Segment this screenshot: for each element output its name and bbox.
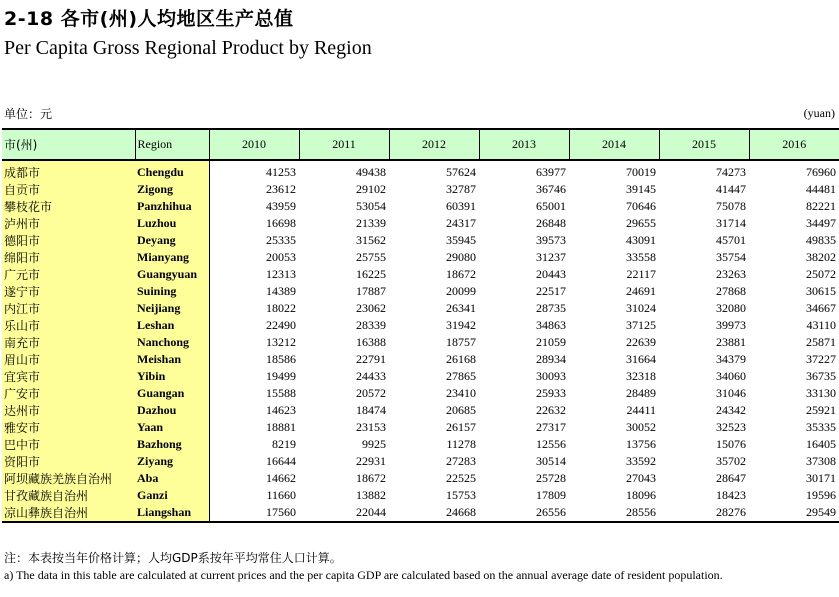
city-cell: 达州市 [2,402,135,419]
value-cell: 18586 [266,352,296,366]
value-cell: 37125 [626,318,656,332]
value-cell: 27043 [626,471,656,485]
table-row [2,402,839,419]
unit-label-en: (yuan) [803,106,835,120]
city-cell: 乐山市 [2,317,135,334]
value-cell: 22639 [626,335,656,349]
city-cell: 绵阳市 [2,249,135,266]
value-cell: 22117 [626,267,656,281]
value-cell: 70646 [626,199,656,213]
value-cell: 25335 [266,233,296,247]
value-cell: 33592 [626,454,656,468]
value-cell: 16388 [356,335,386,349]
value-cell: 20053 [266,250,296,264]
region-cell: Ziyang [135,453,209,470]
header-year: 2012 [389,129,479,160]
value-cell: 82221 [806,199,836,213]
value-cell: 49438 [356,165,386,179]
value-cell: 25072 [806,267,836,281]
value-cell: 32523 [716,420,746,434]
value-cell: 34667 [806,301,836,315]
value-cell: 30052 [626,420,656,434]
value-cell: 44481 [806,182,836,196]
value-cell: 70019 [626,165,656,179]
value-cell: 24411 [626,403,656,417]
region-cell: Guangyuan [135,266,209,283]
value-cell: 23410 [446,386,476,400]
value-cell: 9925 [362,437,386,451]
value-cell: 34863 [536,318,566,332]
region-cell: Leshan [135,317,209,334]
region-cell: Yibin [135,368,209,385]
value-cell: 30615 [806,284,836,298]
table-row [2,368,839,385]
value-cell: 33130 [806,386,836,400]
value-cell: 27865 [446,369,476,383]
header-year: 2011 [299,129,389,160]
region-cell: Panzhihua [135,198,209,215]
table-row [2,470,839,487]
value-cell: 23612 [266,182,296,196]
value-cell: 25755 [356,250,386,264]
table-row [2,249,839,266]
value-cell: 36746 [536,182,566,196]
value-cell: 32080 [716,301,746,315]
table-row [2,351,839,368]
city-cell: 泸州市 [2,215,135,232]
value-cell: 20443 [536,267,566,281]
value-cell: 35945 [446,233,476,247]
data-table [2,128,839,523]
value-cell: 18423 [716,488,746,502]
value-cell: 31024 [626,301,656,315]
value-cell: 16405 [806,437,836,451]
header-year: 2010 [209,129,299,160]
value-cell: 43110 [806,318,836,332]
table-row [2,487,839,504]
region-cell: Yaan [135,419,209,436]
region-cell: Aba [135,470,209,487]
value-cell: 12313 [266,267,296,281]
value-cell: 15753 [446,488,476,502]
value-cell: 18022 [266,301,296,315]
value-cell: 45701 [716,233,746,247]
table-row [2,334,839,351]
value-cell: 43091 [626,233,656,247]
value-cell: 14662 [266,471,296,485]
value-cell: 41447 [716,182,746,196]
value-cell: 31046 [716,386,746,400]
table-header [2,129,839,160]
table-row [2,317,839,334]
value-cell: 19596 [806,488,836,502]
table-row [2,283,839,300]
city-cell: 攀枝花市 [2,198,135,215]
value-cell: 29080 [446,250,476,264]
footnote-cn: 注：本表按当年价格计算；人均GDP系按年平均常住人口计算。 [4,551,342,565]
table-row [2,385,839,402]
table-row [2,215,839,232]
table-row [2,160,839,181]
value-cell: 57624 [446,165,476,179]
city-cell: 甘孜藏族自治州 [2,487,135,504]
region-cell: Deyang [135,232,209,249]
value-cell: 22791 [356,352,386,366]
value-cell: 22044 [299,504,389,522]
value-cell: 34060 [716,369,746,383]
city-cell: 眉山市 [2,351,135,368]
value-cell: 25871 [806,335,836,349]
value-cell: 30171 [806,471,836,485]
value-cell: 24691 [626,284,656,298]
value-cell: 31714 [716,216,746,230]
unit-label-cn: 单位：元 [4,107,53,121]
value-cell: 32318 [626,369,656,383]
region-cell: Zigong [135,181,209,198]
footnote-en: a) The data in this table are calculated at current prices and the per capita GDP are calculated based on the annual average date of resident population. [4,568,723,582]
value-cell: 18672 [356,471,386,485]
value-cell: 34497 [806,216,836,230]
value-cell: 53054 [356,199,386,213]
header-year: 2014 [569,129,659,160]
header-year: 2016 [749,129,839,160]
value-cell: 30514 [536,454,566,468]
region-cell: Suining [135,283,209,300]
value-cell: 28276 [659,504,749,522]
city-cell: 遂宁市 [2,283,135,300]
value-cell: 25933 [536,386,566,400]
table-row [2,181,839,198]
value-cell: 17809 [536,488,566,502]
value-cell: 16225 [356,267,386,281]
value-cell: 37227 [806,352,836,366]
value-cell: 29549 [749,504,839,522]
value-cell: 26556 [479,504,569,522]
value-cell: 39973 [716,318,746,332]
city-cell: 南充市 [2,334,135,351]
region-cell: Ganzi [135,487,209,504]
value-cell: 12556 [536,437,566,451]
page-title-en: Per Capita Gross Regional Product by Region [4,37,372,59]
table-row [2,232,839,249]
value-cell: 74273 [716,165,746,179]
value-cell: 23062 [356,301,386,315]
value-cell: 28339 [356,318,386,332]
city-cell: 宜宾市 [2,368,135,385]
value-cell: 26168 [446,352,476,366]
value-cell: 35702 [716,454,746,468]
value-cell: 17887 [356,284,386,298]
value-cell: 25728 [536,471,566,485]
value-cell: 33558 [626,250,656,264]
value-cell: 27317 [536,420,566,434]
value-cell: 28489 [626,386,656,400]
value-cell: 18757 [446,335,476,349]
value-cell: 18096 [626,488,656,502]
value-cell: 26848 [536,216,566,230]
value-cell: 39145 [626,182,656,196]
value-cell: 31237 [536,250,566,264]
value-cell: 18474 [356,403,386,417]
value-cell: 15076 [716,437,746,451]
value-cell: 37308 [806,454,836,468]
value-cell: 23263 [716,267,746,281]
value-cell: 27283 [446,454,476,468]
header-row [2,129,839,160]
city-cell: 德阳市 [2,232,135,249]
value-cell: 15588 [266,386,296,400]
table-body [2,160,839,522]
value-cell: 18881 [266,420,296,434]
value-cell: 29102 [356,182,386,196]
value-cell: 29655 [626,216,656,230]
region-cell: Meishan [135,351,209,368]
value-cell: 24433 [356,369,386,383]
value-cell: 24317 [446,216,476,230]
value-cell: 28735 [536,301,566,315]
value-cell: 22931 [356,454,386,468]
region-cell: Neijiang [135,300,209,317]
value-cell: 60391 [446,199,476,213]
region-cell: Nanchong [135,334,209,351]
value-cell: 26341 [446,301,476,315]
table-row [2,300,839,317]
value-cell: 75078 [716,199,746,213]
value-cell: 38202 [806,250,836,264]
value-cell: 31664 [626,352,656,366]
value-cell: 22525 [446,471,476,485]
value-cell: 63977 [536,165,566,179]
city-cell: 自贡市 [2,181,135,198]
city-cell: 广元市 [2,266,135,283]
value-cell: 11278 [446,437,476,451]
value-cell: 22490 [266,318,296,332]
value-cell: 14389 [266,284,296,298]
region-cell: Liangshan [135,504,209,522]
region-cell: Dazhou [135,402,209,419]
region-cell: Bazhong [135,436,209,453]
header-year: 2013 [479,129,569,160]
value-cell: 41253 [266,165,296,179]
city-cell: 雅安市 [2,419,135,436]
value-cell: 8219 [272,437,296,451]
value-cell: 27868 [716,284,746,298]
value-cell: 18672 [446,267,476,281]
value-cell: 21059 [536,335,566,349]
value-cell: 19499 [266,369,296,383]
value-cell: 35335 [806,420,836,434]
value-cell: 31562 [356,233,386,247]
header-city: 市(州) [2,129,135,160]
value-cell: 20099 [446,284,476,298]
table-row [2,504,839,522]
value-cell: 36735 [806,369,836,383]
value-cell: 28647 [716,471,746,485]
header-year: 2015 [659,129,749,160]
value-cell: 22632 [536,403,566,417]
value-cell: 21339 [356,216,386,230]
table-row [2,266,839,283]
value-cell: 31942 [446,318,476,332]
value-cell: 39573 [536,233,566,247]
value-cell: 43959 [266,199,296,213]
value-cell: 25921 [806,403,836,417]
value-cell: 35754 [716,250,746,264]
value-cell: 16698 [266,216,296,230]
value-cell: 30093 [536,369,566,383]
value-cell: 23881 [716,335,746,349]
value-cell: 14623 [266,403,296,417]
value-cell: 13882 [356,488,386,502]
value-cell: 32787 [446,182,476,196]
city-cell: 广安市 [2,385,135,402]
city-cell: 内江市 [2,300,135,317]
region-cell: Luzhou [135,215,209,232]
value-cell: 22517 [536,284,566,298]
value-cell: 13212 [266,335,296,349]
page-title-cn: 2-18 各市(州)人均地区生产总值 [4,8,294,30]
table-row [2,419,839,436]
value-cell: 11660 [266,488,296,502]
value-cell: 23153 [356,420,386,434]
table-row [2,198,839,215]
header-region: Region [135,129,209,160]
value-cell: 20572 [356,386,386,400]
value-cell: 49835 [806,233,836,247]
table-row [2,436,839,453]
value-cell: 76960 [806,165,836,179]
city-cell: 凉山彝族自治州 [2,504,135,522]
value-cell: 26157 [446,420,476,434]
city-cell: 巴中市 [2,436,135,453]
value-cell: 24668 [389,504,479,522]
value-cell: 65001 [536,199,566,213]
city-cell: 资阳市 [2,453,135,470]
table-row [2,453,839,470]
city-cell: 成都市 [2,160,135,181]
value-cell: 20685 [446,403,476,417]
value-cell: 13756 [626,437,656,451]
value-cell: 17560 [209,504,299,522]
value-cell: 28556 [569,504,659,522]
region-cell: Chengdu [135,160,209,181]
city-cell: 阿坝藏族羌族自治州 [2,470,135,487]
value-cell: 24342 [716,403,746,417]
value-cell: 28934 [536,352,566,366]
region-cell: Guangan [135,385,209,402]
region-cell: Mianyang [135,249,209,266]
value-cell: 34379 [716,352,746,366]
value-cell: 16644 [266,454,296,468]
